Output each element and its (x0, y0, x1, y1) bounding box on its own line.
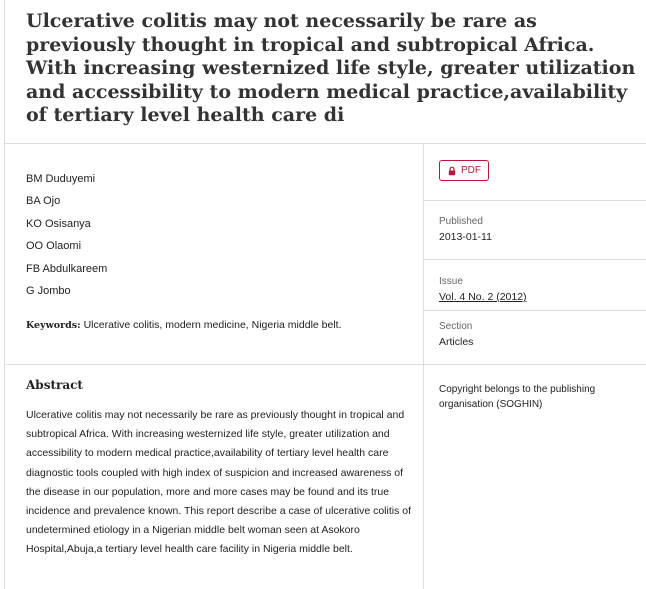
pdf-download-button[interactable] (439, 160, 489, 181)
pdf-button-label: PDF (461, 165, 481, 176)
lock-icon (447, 166, 457, 176)
published-date: 2013-01-11 (439, 231, 492, 243)
copyright-notice: Copyright belongs to the publishing organisation (SOGHIN) (439, 384, 596, 410)
published-label: Published (439, 216, 483, 227)
author-list (26, 168, 107, 302)
title-divider (4, 143, 646, 144)
author-name: G Jombo (26, 285, 71, 298)
sidebar-divider (424, 364, 646, 365)
sidebar-divider (424, 200, 646, 201)
issue-label: Issue (439, 276, 463, 287)
abstract-heading: Abstract (26, 378, 83, 392)
issue-link[interactable]: Vol. 4 No. 2 (2012) (439, 291, 527, 303)
left-border (4, 0, 5, 589)
author-name: KO Osisanya (26, 217, 91, 230)
keywords-divider (4, 364, 423, 365)
author-name: FB Abdulkareem (26, 262, 108, 275)
sidebar-divider (424, 259, 646, 260)
abstract-text: Ulcerative colitis may not necessarily be rare as previously thought in tropical and subtropical Africa. With increasing westernized life style, greater utilization and accessibility to modern medical practice,availability of tertiary level health care diagnostic tools coupled with high index of suspicion and increased awareness of the disease in our population, more and more cases may be found and its true incidence and prevalence known. This report describe a case of ulcerative colitis of undetermined etiology in a Nigerian middle belt woman seen at Asokoro Hospital,Abuja,a tertiary level health care facility in Nigeria middle belt. (26, 409, 412, 556)
keywords (26, 318, 406, 333)
section-value: Articles (439, 336, 474, 348)
keywords-value: Ulcerative colitis, modern medicine, Nigeria middle belt. (83, 319, 342, 331)
author-name: OO Olaomi (26, 240, 82, 253)
column-divider (423, 143, 424, 589)
author-name: BM Duduyemi (26, 173, 96, 185)
keywords-label: Keywords: (26, 320, 81, 331)
sidebar-divider (424, 310, 646, 311)
article-title: Ulcerative colitis may not necessarily be rare as previously thought in tropical and subtropical Africa. With increasing westernized life style, greater utilization and accessibility to modern medical practice,availability of tertiary level health care di (26, 10, 636, 126)
author-name: BA Ojo (26, 195, 61, 208)
section-label: Section (439, 321, 473, 332)
